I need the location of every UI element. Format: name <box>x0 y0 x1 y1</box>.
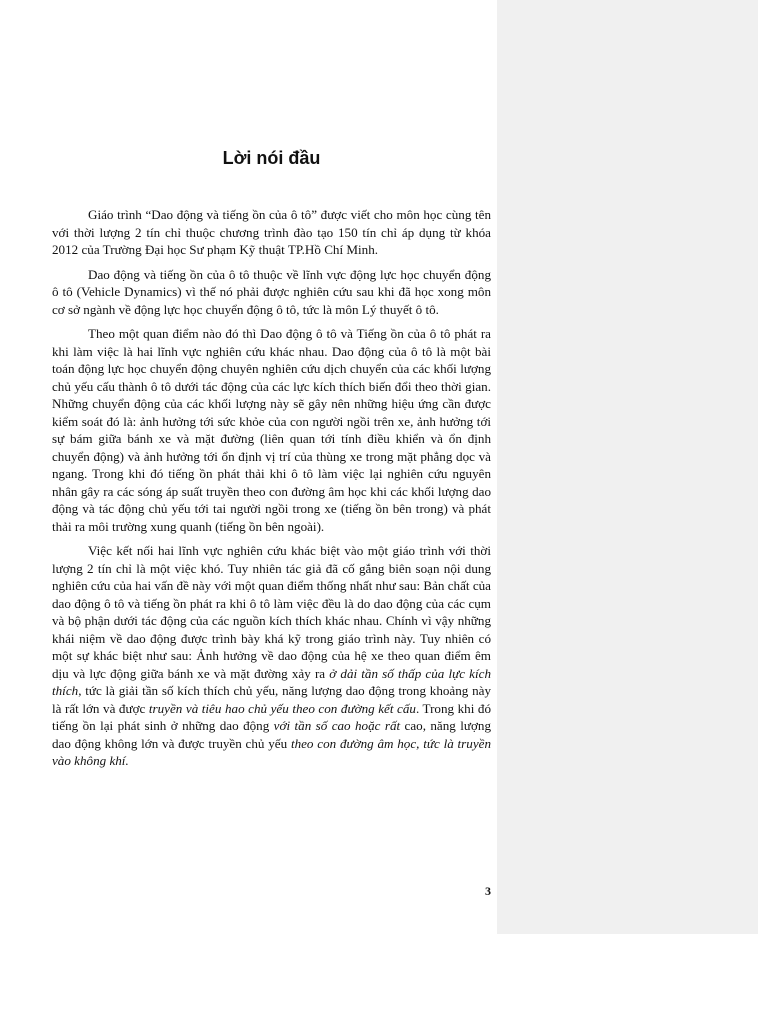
page-number: 3 <box>485 884 491 898</box>
text-run: cao, năng lượng dao động không lớn và được truyền chủ yếu <box>52 718 491 751</box>
italic-text-run: theo con đường âm học, tức là truyền vào không khí. <box>52 735 491 768</box>
paragraph <box>52 542 491 770</box>
text-run: Giáo trình “Dao động và tiếng ồn của ô tô” được viết cho môn học cùng tên với thời lượng 2 tín chỉ thuộc chương trình đào tạo 150 tín chỉ áp dụng từ khóa 2012 của Trường Đại học Sư phạm Kỹ thuật TP.Hồ Chí Minh. <box>52 207 491 257</box>
paragraph <box>52 325 491 535</box>
italic-text-run: truyền và tiêu hao chủ yếu theo con đường kết cấu <box>148 700 416 716</box>
text-run: Dao động và tiếng ồn của ô tô thuộc về lĩnh vực động lực học chuyển động ô tô (Vehicle Dynamics) vì thế nó phải được nghiên cứu sau khi đã học xong môn cơ sở ngành về động lực học chuyển động ô tô, tức là môn Lý thuyết ô tô. <box>52 266 491 317</box>
page-title: Lời nói đầu <box>222 148 321 168</box>
document-page <box>52 0 491 1024</box>
italic-text-run: với tần số cao hoặc rất <box>273 718 401 733</box>
comment-pane <box>497 0 758 934</box>
text-run: Theo một quan điểm nào đó thì Dao động ô tô và Tiếng ồn của ô tô phát ra khi làm việc là hai lĩnh vực nghiên cứu khác nhau. Dao động của ô tô là một bài toán động lực học chuyển động chuyên nghiên cứu dịch chuyển của các khối lượng chủ yếu cấu thành ô tô dưới tác động của các lực kích thích biến đổi theo thời gian. Những chuyển động của các khối lượng này sẽ gây nên những hiệu ứng cần được kiểm soát đó là: ảnh hưởng tới sức khỏe của con người ngồi trên xe, ảnh hưởng tới sự bám giữa bánh xe và mặt đường (liên quan tới tính điều khiển và ổn định chuyển động) và ảnh hưởng tới ổn định vị trí của thùng xe trong mặt phẳng dọc và ngang. Trong khi đó tiếng ồn phát thải khi ô tô làm việc lại nghiên cứu nguyên nhân gây ra các sóng áp suất truyền theo con đường âm học khi các khối lượng dao động và tác động chủ yếu tới tai người ngồi trong xe (tiếng ồn bên trong) và phát thải ra môi trường xung quanh (tiếng ồn bên ngoài). <box>52 326 491 534</box>
text-run: , tức là giải tần số kích thích chủ yếu, năng lượng dao động trong khoảng này là rất lớn và được <box>52 683 491 716</box>
document-body <box>52 206 491 777</box>
paragraph <box>52 266 491 319</box>
text-run: Việc kết nối hai lĩnh vực nghiên cứu khác biệt vào một giáo trình với thời lượng 2 tín chỉ là một việc khó. Tuy nhiên tác giả đã cố gắng biên soạn nội dung nghiên cứu của hai vấn đề này với một quan điểm thống nhất như sau: Bản chất của dao động ô tô và tiếng ồn phát ra khi ô tô làm việc đều là do dao động của các cụm và bộ phận dưới tác động của các nguồn kích thích khác nhau. Chính vì vậy những khái niệm về dao động được trình bày khá kỹ trong giáo trình này. Tuy nhiên có một sự khác biệt như sau: Ảnh hưởng về dao động của hệ xe theo quan điểm êm dịu và lực động giữa bánh xe và mặt đường xảy ra <box>52 543 491 681</box>
italic-text-run: ở dải tần số thấp của lực kích thích <box>52 665 491 698</box>
paragraph <box>52 206 491 259</box>
text-run: . Trong khi đó tiếng ồn lại phát sinh ở những dao động <box>52 700 491 733</box>
